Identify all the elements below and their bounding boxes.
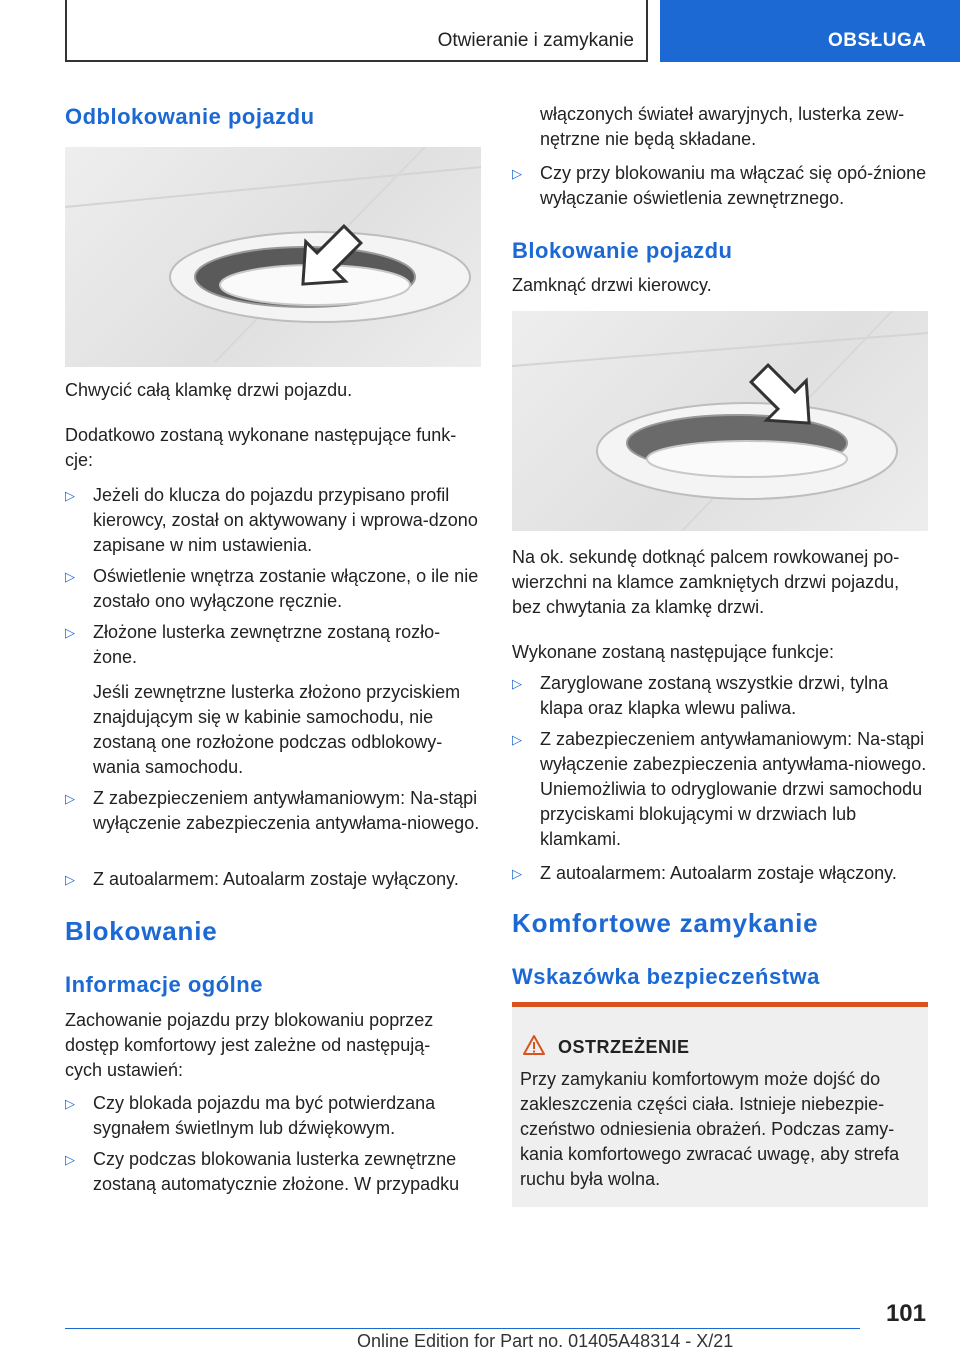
- list-item: ▷ Zaryglowane zostaną wszystkie drzwi, tylna klapa oraz klapka wlewu paliwa.: [512, 673, 889, 718]
- grab-handle-text: Chwycić całą klamkę drzwi pojazdu.: [65, 380, 353, 400]
- heading-lock-vehicle: Blokowanie pojazdu: [512, 238, 733, 263]
- page-number: 101: [885, 1300, 926, 1327]
- touch-handle-text: Na ok. sekundę dotknąć palcem rowkowanej po-wierzchni na klamce zamkniętych drzwi pojazdu, bez chwytania za klamkę drzwi.: [512, 547, 900, 617]
- list-item: ▷ Z autoalarmem: Autoalarm zostaje włączony.: [512, 861, 928, 886]
- heading-unlock: Odblokowanie pojazdu: [65, 104, 315, 129]
- list-item: ▷ Złożone lusterka zewnętrzne zostaną rozło-żone.: [65, 622, 441, 667]
- heading-general-info: Informacje ogólne: [65, 972, 263, 997]
- general-info-text: Zachowanie pojazdu przy blokowaniu poprzez dostęp komfortowy jest zależne od następują-cych ustawień:: [65, 1010, 434, 1080]
- chapter-title: OBSŁUGA: [828, 30, 927, 51]
- triangle-bullet-icon: ▷: [512, 676, 522, 691]
- door-handle-touch-illustration: [512, 311, 928, 531]
- section-title: Otwieranie i zamykanie: [437, 30, 634, 51]
- footer-divider: [65, 1328, 860, 1329]
- triangle-bullet-icon: ▷: [65, 872, 75, 887]
- door-handle-grab-image: [65, 147, 481, 367]
- warning-title: OSTRZEŻENIE: [558, 1037, 690, 1057]
- list-item: ▷ Czy przy blokowaniu ma włączać się opó-źnione wyłączanie oświetlenia zewnętrznego.: [512, 163, 927, 208]
- list-item: ▷ Czy blokada pojazdu ma być potwierdzana sygnałem świetlnym lub dźwiękowym.: [65, 1093, 436, 1138]
- functions-text: Wykonane zostaną następujące funkcje:: [512, 642, 835, 662]
- list-item-continuation: Jeśli zewnętrzne lusterka złożono przyciskiem znajdującym się w kabinie samochodu, nie zostaną one rozłożone podczas odblokowy-wania samochodu.: [93, 682, 461, 777]
- list-item-continuation: włączonych świateł awaryjnych, lusterka zew-nętrzne nie będą składane.: [540, 104, 905, 149]
- triangle-bullet-icon: ▷: [65, 791, 75, 806]
- door-handle-touch-image: [512, 311, 928, 531]
- heading-locking: Blokowanie: [65, 916, 218, 946]
- list-item: ▷ Z autoalarmem: Autoalarm zostaje wyłączony.: [65, 867, 481, 892]
- door-handle-illustration: [65, 147, 481, 367]
- list-item: ▷ Czy podczas blokowania lusterka zewnętrzne zostaną automatycznie złożone. W przypadku: [65, 1149, 460, 1194]
- edition-text: Online Edition for Part no. 01405A48314 - X/21: [357, 1331, 734, 1351]
- triangle-bullet-icon: ▷: [65, 488, 75, 503]
- warning-text: Przy zamykaniu komfortowym może dojść do zakleszczenia części ciała. Istnieje niebezpie-czeństwo odniesienia obrażeń. Podczas zamy-kania komfortowego zwracać uwagę, aby strefa ruchu była wolna.: [520, 1069, 900, 1189]
- list-item: ▷ Z zabezpieczeniem antywłamaniowym: Na-stąpi wyłączenie zabezpieczenia antywłama-niowego. Uniemożliwia to odryglowanie drzwi samochodu przyciskami blokującymi w drzwiach lub klamkami.: [512, 729, 927, 849]
- header-chapter-tab: [660, 0, 960, 62]
- triangle-bullet-icon: ▷: [65, 1096, 75, 1111]
- triangle-bullet-icon: ▷: [512, 866, 522, 881]
- warning-triangle-icon: [522, 1034, 546, 1056]
- list-item: ▷ Z zabezpieczeniem antywłamaniowym: Na-stąpi wyłączenie zabezpieczenia antywłama-niowego.: [65, 788, 480, 833]
- warning-box: [512, 1002, 928, 1207]
- triangle-bullet-icon: ▷: [512, 732, 522, 747]
- close-door-text: Zamknąć drzwi kierowcy.: [512, 275, 712, 295]
- triangle-bullet-icon: ▷: [65, 569, 75, 584]
- header-section-box: [65, 0, 648, 62]
- heading-safety-note: Wskazówka bezpieczeństwa: [512, 964, 820, 989]
- list-item: ▷ Oświetlenie wnętrza zostanie włączone, o ile nie zostało ono wyłączone ręcznie.: [65, 566, 479, 611]
- heading-comfort-closing: Komfortowe zamykanie: [512, 908, 819, 938]
- list-item: ▷ Jeżeli do klucza do pojazdu przypisano profil kierowcy, został on aktywowany i wprowa-dzono zapisane w nim ustawienia.: [65, 485, 478, 555]
- additional-functions-text: Dodatkowo zostaną wykonane następujące funk- cje:: [65, 425, 457, 470]
- triangle-bullet-icon: ▷: [65, 1152, 75, 1167]
- triangle-bullet-icon: ▷: [512, 166, 522, 181]
- triangle-bullet-icon: ▷: [65, 625, 75, 640]
